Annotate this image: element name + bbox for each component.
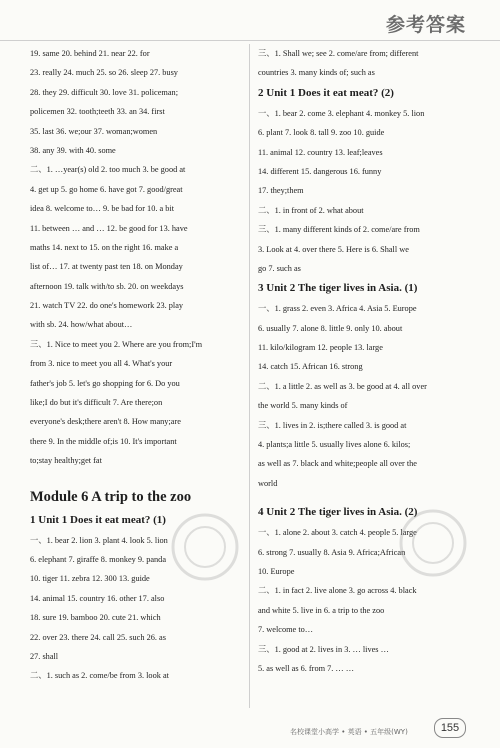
answer-line: 35. last 36. we;our 37. woman;women xyxy=(30,126,158,136)
unit-heading: 2 Unit 1 Does it eat meat? (2) xyxy=(258,86,394,99)
answer-line: 4. plants;a little 5. usually lives alone 6. kilos; xyxy=(258,440,411,450)
answer-line: world xyxy=(258,478,278,488)
answer-line: 6. usually 7. alone 8. little 9. only 10. about xyxy=(258,323,403,333)
page-header-title: 参考答案 xyxy=(385,14,466,36)
answer-line: 11. between … and … 12. be good for 13. have xyxy=(30,223,188,233)
page-number: 155 xyxy=(434,718,466,738)
answer-line: 6. plant 7. look 8. tall 9. zoo 10. guide xyxy=(258,128,385,138)
answer-line: 11. animal 12. country 13. leaf;leaves xyxy=(258,147,383,157)
answer-line: everyone's desk;there aren't 8. How many;are xyxy=(30,417,181,427)
unit-heading: 3 Unit 2 The tiger lives in Asia. (1) xyxy=(258,282,418,295)
answer-line: 10. tiger 11. zebra 12. 300 13. guide xyxy=(30,574,150,584)
answer-line: 三、1. many different kinds of 2. come/are from xyxy=(258,225,420,235)
column-divider xyxy=(249,44,250,708)
answer-line: 21. watch TV 22. do one's homework 23. play xyxy=(30,301,184,311)
answer-line: 19. same 20. behind 21. near 22. for xyxy=(30,49,150,58)
answer-line: 一、1. alone 2. about 3. catch 4. people 5. large xyxy=(258,528,417,538)
answer-line: idea 8. welcome to… 9. be bad for 10. a bit xyxy=(30,204,175,214)
answer-line: go 7. such as xyxy=(258,263,301,273)
answer-line: 二、1. …year(s) old 2. too much 3. be good at xyxy=(30,165,186,175)
answer-line: 6. elephant 7. giraffe 8. monkey 9. panda xyxy=(30,554,167,564)
answer-line: like;I do but it's difficult 7. Are there;on xyxy=(30,398,163,408)
answer-line: 27. shall xyxy=(30,651,59,661)
answer-line: 5. as well as 6. from 7. … … xyxy=(258,663,355,673)
answer-line: policemen 32. tooth;teeth 33. an 34. first xyxy=(30,107,165,117)
footer-text: 名校课堂小高学 • 英语 • 五年级(WY) xyxy=(290,728,408,736)
answer-line: afternoon 19. talk with/to sb. 20. on weekdays xyxy=(30,281,184,291)
answer-line: list of… 17. at twenty past ten 18. on Monday xyxy=(30,262,183,272)
answer-line: 二、1. such as 2. come/be from 3. look at xyxy=(30,671,169,681)
answer-line: to;stay healthy;get fat xyxy=(30,456,102,466)
answer-line: 三、1. Nice to meet you 2. Where are you from;I'm xyxy=(30,339,203,349)
answer-line: father's job 5. let's go shopping for 6. Do you xyxy=(30,378,180,388)
answer-line: from 3. nice to meet you all 4. What's your xyxy=(30,359,173,369)
answer-line: 10. Europe xyxy=(258,566,295,576)
unit-heading: 4 Unit 2 The tiger lives in Asia. (2) xyxy=(258,506,418,519)
answer-line: 22. over 23. there 24. call 25. such 26. as xyxy=(30,632,166,642)
answer-line: 18. sure 19. bamboo 20. cute 21. which xyxy=(30,613,161,623)
left-column xyxy=(30,44,242,686)
answer-line: 二、1. in fact 2. live alone 3. go across 4. black xyxy=(258,586,417,596)
answer-line: 三、1. lives in 2. is;there called 3. is good at xyxy=(258,420,407,430)
answer-line: 一、1. bear 2. come 3. elephant 4. monkey 5. lion xyxy=(258,108,425,118)
answer-line: with sb. 24. how/what about… xyxy=(30,320,133,330)
answer-line: the world 5. many kinds of xyxy=(258,401,348,411)
right-column xyxy=(258,44,470,678)
answer-line: 14. different 15. dangerous 16. funny xyxy=(258,166,382,176)
answer-line: as well as 7. black and white;people all over the xyxy=(258,459,417,469)
answer-line: 11. kilo/kilogram 12. people 13. large xyxy=(258,343,383,353)
answer-line: 14. catch 15. African 16. strong xyxy=(258,362,363,372)
answer-line: maths 14. next to 15. on the right 16. make a xyxy=(30,242,179,252)
answer-line: 二、1. a little 2. as well as 3. be good at 4. all over xyxy=(258,381,427,391)
spacer xyxy=(258,493,470,502)
answer-line: 17. they;them xyxy=(258,186,304,196)
answer-line: 一、1. bear 2. lion 3. plant 4. look 5. lion xyxy=(30,535,168,545)
answer-line: 三、1. good at 2. lives in 3. … lives … xyxy=(258,644,389,654)
header-divider xyxy=(0,40,500,41)
answer-line: and white 5. live in 6. a trip to the zoo xyxy=(258,605,385,615)
answer-line: countries 3. many kinds of; such as xyxy=(258,68,375,78)
answer-line: 14. animal 15. country 16. other 17. also xyxy=(30,593,165,603)
unit-heading: 1 Unit 1 Does it eat meat? (1) xyxy=(30,513,166,526)
answer-line: 6. strong 7. usually 8. Asia 9. Africa;African xyxy=(258,547,406,557)
answer-line: 38. any 39. with 40. some xyxy=(30,145,116,155)
answer-line: 7. welcome to… xyxy=(258,625,314,635)
answer-line: 23. really 24. much 25. so 26. sleep 27. busy xyxy=(30,68,178,78)
answer-line: 二、1. in front of 2. what about xyxy=(258,205,364,215)
answer-line: 3. Look at 4. over there 5. Here is 6. Shall we xyxy=(258,244,409,254)
answer-line: 一、1. grass 2. even 3. Africa 4. Asia 5. Europe xyxy=(258,304,417,314)
spacer xyxy=(30,471,242,484)
answer-line: 4. get up 5. go home 6. have got 7. good/great xyxy=(30,184,183,194)
module-heading: Module 6 A trip to the zoo xyxy=(30,488,192,505)
answer-line: 28. they 29. difficult 30. love 31. policeman; xyxy=(30,87,179,97)
answer-line: 三、1. Shall we; see 2. come/are from; different xyxy=(258,49,419,58)
answer-line: there 9. In the middle of;is 10. It's important xyxy=(30,436,177,446)
